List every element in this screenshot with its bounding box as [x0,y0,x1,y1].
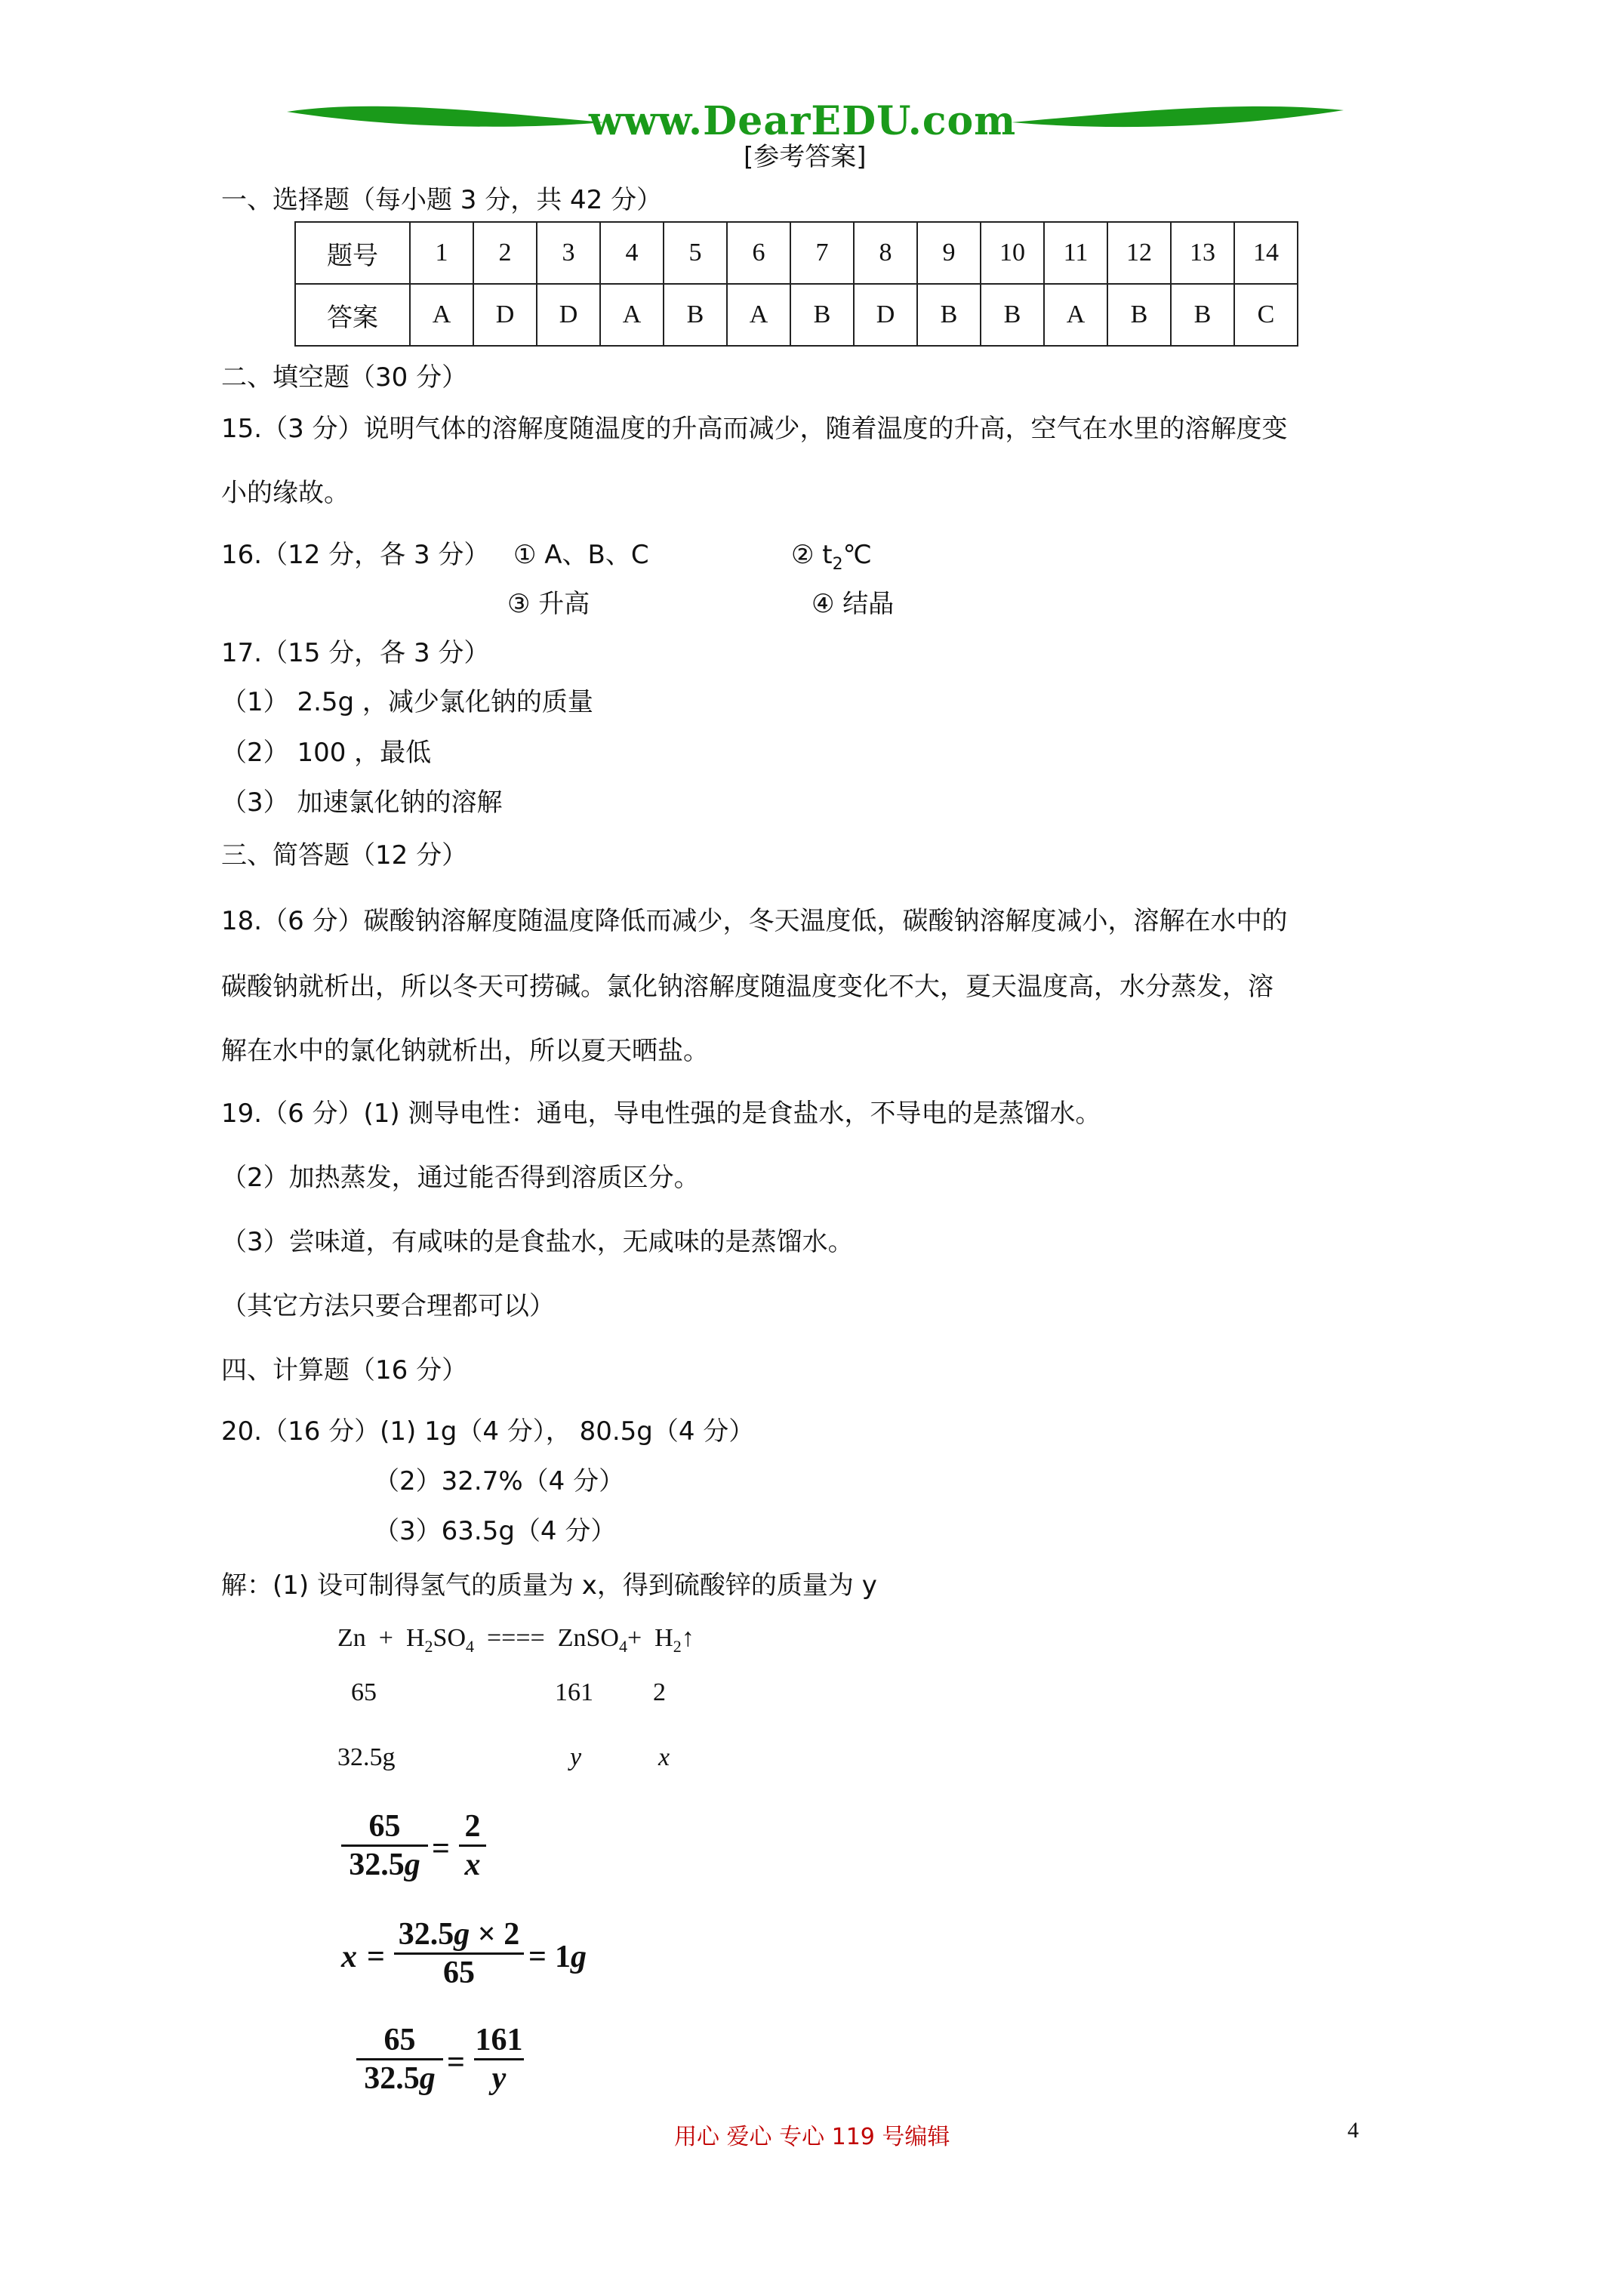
table-cell: 6 [727,222,790,284]
table-cell: 3 [537,222,600,284]
fraction-1-equals: = [432,1832,450,1866]
fraction-2-body: 32.5g × 2 65 [394,1916,524,1991]
q16-answer-1: ① A、B、C [513,540,649,570]
unknown-y: y [570,1743,582,1771]
q18-line3: 解在水中的氯化钠就析出，所以夏天晒盐。 [221,1036,709,1066]
molar-mass-znso4: 161 [555,1678,593,1706]
q17-answer-1: （1） 2.5g ，减少氯化钠的质量 [221,687,593,717]
fraction-2-result: 1g [555,1940,587,1974]
table-cell: B [981,284,1044,346]
row-label-number: 题号 [295,222,410,284]
q17-label: 17.（15 分，各 3 分） [221,638,490,668]
fraction-2-equals-2: = [528,1940,547,1974]
fraction-2-equals: = [367,1940,385,1974]
table-cell: D [473,284,537,346]
fraction-1-right: 2 x [459,1808,486,1883]
given-mass-zn: 32.5g [337,1743,396,1771]
site-logo: www.DearEDU.com [589,98,1017,144]
table-cell: 12 [1107,222,1171,284]
q16-answer-2: ② $t_2℃$ [791,540,872,574]
page-title: [参考答案] [744,142,867,172]
table-row [295,222,1298,284]
q20-line2: （2）32.7%（4 分） [374,1466,625,1496]
fraction-3-left: 65 32.5g [356,2022,443,2097]
unknown-x: x [658,1743,670,1771]
q17-answer-2: （2） 100 ，最低 [221,738,432,768]
table-row [295,284,1298,346]
table-cell: B [664,284,727,346]
q18-line1: 18.（6 分）碳酸钠溶解度随温度降低而减少，冬天温度低，碳酸钠溶解度减小，溶解在水中的 [221,906,1288,936]
solution-intro: 解：(1) 设可制得氢气的质量为 x，得到硫酸锌的质量为 y [221,1570,877,1601]
table-cell: 4 [600,222,664,284]
table-cell: 1 [410,222,473,284]
table-cell: 11 [1044,222,1107,284]
q16-label: 16.（12 分，各 3 分） [221,540,490,570]
fraction-1-left: 65 32.5g [341,1808,428,1883]
table-cell: A [410,284,473,346]
q15-line2: 小的缘故。 [221,478,350,508]
section4-heading: 四、计算题（16 分） [221,1355,468,1385]
table-cell: B [1171,284,1234,346]
q17-answer-3: （3） 加速氯化钠的溶解 [221,787,503,818]
table-cell: D [537,284,600,346]
section3-heading: 三、简答题（12 分） [221,840,468,871]
table-cell: 8 [854,222,917,284]
fraction-2-lhs: x [341,1940,357,1974]
table-cell: 9 [917,222,981,284]
table-cell: 7 [790,222,854,284]
table-cell: 2 [473,222,537,284]
section2-heading: 二、填空题（30 分） [221,362,468,393]
table-cell: B [790,284,854,346]
table-cell: 14 [1234,222,1298,284]
row-label-answer: 答案 [295,284,410,346]
q15-line1: 15.（3 分）说明气体的溶解度随温度的升高而减少，随着温度的升高，空气在水里的溶解度变 [221,414,1288,444]
answer-table [294,221,1298,347]
section1-heading: 一、选择题（每小题 3 分，共 42 分） [221,185,663,215]
q20-line1: 20.（16 分）(1) 1g（4 分）， 80.5g（4 分） [221,1416,755,1447]
molar-mass-zn: 65 [351,1678,377,1706]
banner-swoosh-right [1012,106,1344,127]
q16-answer-3: ③ 升高 [507,589,590,619]
table-cell: D [854,284,917,346]
q16-answer-4: ④ 结晶 [812,589,895,619]
molar-mass-h2: 2 [653,1678,666,1706]
table-cell: C [1234,284,1298,346]
table-cell: 5 [664,222,727,284]
fraction-3-equals: = [447,2045,465,2080]
page-number: 4 [1347,2118,1359,2143]
table-cell: A [727,284,790,346]
q19-line1: 19.（6 分）(1) 测导电性：通电，导电性强的是食盐水，不导电的是蒸馏水。 [221,1099,1101,1129]
table-cell: B [917,284,981,346]
chemical-equation: $Zn + H_2SO_4$ ==== ZnSO$_4$+ $H_2↑$ [337,1624,694,1656]
q19-line3: （3）尝味道，有咸味的是食盐水，无咸味的是蒸馏水。 [221,1227,854,1257]
q18-line2: 碳酸钠就析出，所以冬天可捞碱。氯化钠溶解度随温度变化不大，夏天温度高，水分蒸发，溶 [221,972,1273,1002]
fraction-3-right: 161 y [475,2023,523,2096]
table-cell: A [600,284,664,346]
footer-text: 用心 爱心 专心 119 号编辑 [674,2124,950,2150]
q20-line3: （3）63.5g（4 分） [374,1516,617,1546]
q19-line4: （其它方法只要合理都可以） [221,1291,555,1321]
table-cell: A [1044,284,1107,346]
table-cell: 13 [1171,222,1234,284]
banner-swoosh-left [287,106,604,127]
table-cell: 10 [981,222,1044,284]
q19-line2: （2）加热蒸发，通过能否得到溶质区分。 [221,1163,700,1193]
table-cell: B [1107,284,1171,346]
